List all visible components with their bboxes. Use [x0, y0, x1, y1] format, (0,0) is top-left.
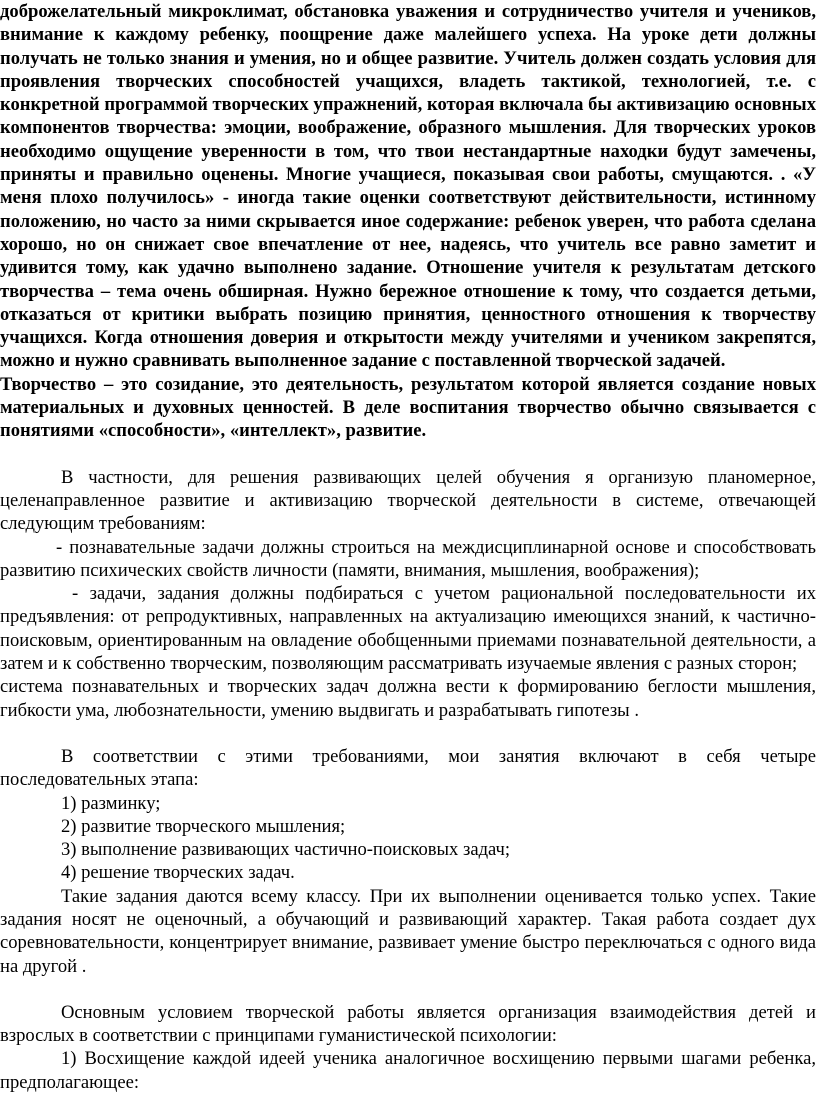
- paragraph-admiration: 1) Восхищение каждой идеей ученика аналогичное восхищению первыми шагами ребенка, предполагающее:: [0, 1048, 816, 1093]
- paragraph-teacher-climate: доброжелательный микроклимат, обстановка уважения и сотрудничество учителя и учеников, внимание к каждому ребенку, поощрение даже малейшего успеха. На уроке дети должны получать не только знания и умения, но и общее развитие. Учитель должен создать условия для проявления творческих способностей учащихся, владеть тактикой, технологией, т.е. с конкретной программой творческих упражнений, которая включала бы активизацию основных компонентов творчества: эмоции, воображение, образного мышления. Для творческих уроков необходимо ощущение уверенности в том, что твои нестандартные находки будут замечены, приняты и правильно оценены. Многие учащиеся, показывая свои работы, смущаются. . «У меня плохо получилось» - иногда такие оценки соответствуют действительности, истинному положению, но часто за ними скрывается иное содержание: ребенок уверен, что работа сделана хорошо, но он снижает свое впечатление от нее, надеясь, что учитель все равно заметит и удивится тому, как удачно выполнено задание. Отношение учителя к результатам детского творчества – тема очень обширная. Нужно бережное отношение к тому, что создается детьми, отказаться от критики выбрать позицию принятия, ценностного отношения к творчеству учащихся. Когда отношения доверия и открытости между учителями и учеником закрепятся, можно и нужно сравнивать выполненное задание с поставленной творческой задачей.: [0, 1, 816, 372]
- paragraph-class-tasks: Такие задания даются всему классу. При их выполнении оценивается только успех. Такие задания носят не оценочный, а обучающий и развивающий характер. Такая работа создает дух соревновательности, концентрирует внимание, развивает умение быстро переключаться с одного вида на другой .: [0, 885, 816, 977]
- requirement-item-1: - познавательные задачи должны строиться на междисциплинарной основе и способствовать развитию психических свойств личности (памяти, внимания, мышления, воображения);: [0, 536, 816, 581]
- paragraph-gap: [0, 722, 816, 745]
- paragraph-gap: [0, 978, 816, 1001]
- paragraph-gap: [0, 443, 816, 466]
- stage-list-item-2: 2) развитие творческого мышления;: [61, 815, 346, 837]
- paragraph-stages-intro: В соответствии с этими требованиями, мои занятия включают в себя четыре последовательных этапа:: [0, 745, 816, 791]
- stage-list-item-4: 4) решение творческих задач.: [61, 862, 295, 884]
- requirement-item-3: система познавательных и творческих задач должна вести к формированию беглости мышления, гибкости ума, любознательности, умению выдвигать и разрабатывать гипотезы .: [0, 676, 816, 721]
- stage-list-item-1: 1) разминку;: [61, 792, 161, 814]
- paragraph-main-condition: Основным условием творческой работы является организация взаимодействия детей и взрослых в соответствии с принципами гуманистической психологии:: [0, 1001, 816, 1047]
- paragraph-requirements-intro: В частности, для решения развивающих целей обучения я организую планомерное, целенаправленное развитие и активизацию творческой деятельности в системе, отвечающей следующим требованиям:: [0, 466, 816, 535]
- requirement-item-2: - задачи, задания должны подбираться с учетом рациональной последовательности их предъявления: от репродуктивных, направленных на актуализацию имеющихся знаний, к частично-поисковым, ориентированным на овладение обобщенными приемами познавательной деятельности, а затем и к собственно творческим, позволяющим рассматривать изучаемые явления с разных сторон;: [0, 583, 816, 675]
- stage-list-item-3: 3) выполнение развивающих частично-поисковых задач;: [61, 839, 511, 861]
- paragraph-creativity-definition: Творчество – это созидание, это деятельность, результатом которой является создание новых материальных и духовных ценностей. В деле воспитания творчество обычно связывается с понятиями «способности», «интеллект», развитие.: [0, 373, 816, 442]
